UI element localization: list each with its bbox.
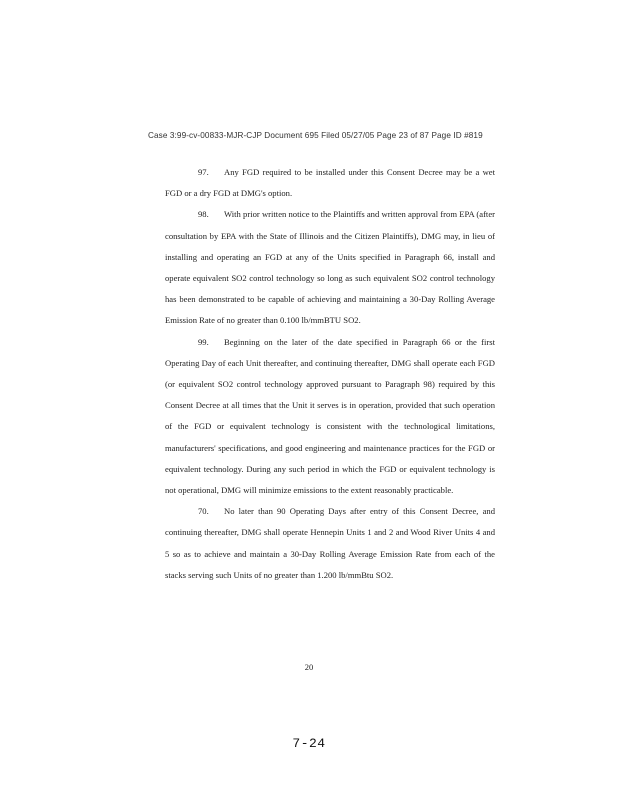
paragraph-70 [165,501,495,586]
page-number: 20 [304,662,314,672]
paragraph-text: No later than 90 Operating Days after entry of this Consent Decree, and continuing thereafter, DMG shall operate Hennepin Units 1 and 2 and Wood River Units 4 and 5 so as to achieve and maintain a 30-Day Rolling Average Emission Rate from each of the stacks serving such Units of no greater than 1.200 lb/mmBtu SO2. [165,506,495,580]
paragraph-97 [165,162,495,204]
document-body [165,162,495,586]
paragraph-text: Any FGD required to be installed under this Consent Decree may be a wet FGD or a dry FGD at DMG's option. [165,167,495,199]
paragraph-98 [165,204,495,331]
paragraph-number: 98. [198,209,209,220]
case-header: Case 3:99-cv-00833-MJR-CJP Document 695 Filed 05/27/05 Page 23 of 87 Page ID #819 [148,131,483,140]
paragraph-text: With prior written notice to the Plaintiffs and written approval from EPA (after consultation by EPA with the State of Illinois and the Citizen Plaintiffs), DMG may, in lieu of installing and operating an FGD at any of the Units specified in Paragraph 66, install and operate equivalent SO2 control technology so long as such equivalent SO2 control technology has been demonstrated to be capable of achieving and maintaining a 30-Day Rolling Average Emission Rate of no greater than 0.100 lb/mmBTU SO2. [165,209,495,326]
paragraph-number: 97. [198,167,209,177]
paragraph-number: 70. [198,506,209,517]
paragraph-number: 99. [198,336,209,347]
paragraph-text: Beginning on the later of the date specified in Paragraph 66 or the first Operating Day of each Unit thereafter, and continuing thereafter, DMG shall operate each FGD (or equivalent SO2 control technology approved pursuant to Paragraph 98) required by this Consent Decree at all times that the Unit it serves is in operation, provided that such operation of the FGD or equivalent technology is consistent with the technological limitations, manufacturers' specifications, and good engineering and maintenance practices for the FGD or equivalent technology. During any such period in which the FGD or equivalent technology is not operational, DMG will minimize emissions to the extent reasonably practicable. [165,336,495,496]
paragraph-99 [165,332,495,502]
exhibit-number: 7-24 [292,736,326,751]
